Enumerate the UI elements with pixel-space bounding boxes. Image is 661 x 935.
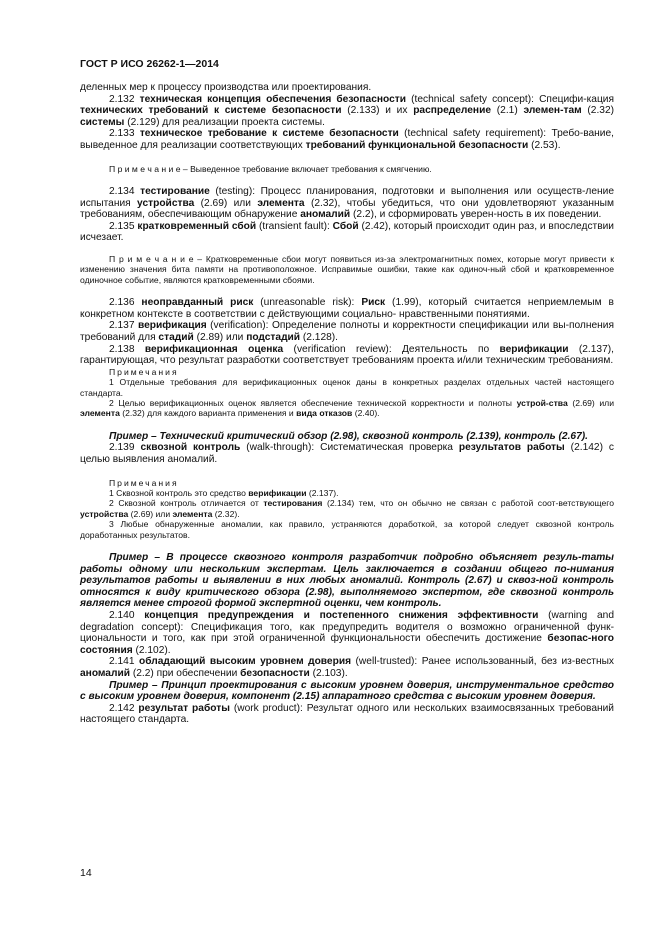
term-bold: Риск <box>361 297 386 309</box>
note-paragraph <box>80 164 614 174</box>
note-item <box>80 377 614 398</box>
document-header: ГОСТ Р ИСО 26262-1—2014 <box>80 58 219 70</box>
note-item <box>80 488 614 498</box>
text-run: (2.32) <box>581 105 615 117</box>
text-run: (2.32), чтобы убедиться, что они удовлетворяют указанным требованиям, обеспечивающим обнаружение <box>80 197 614 221</box>
text-run: 2.133 <box>109 128 140 140</box>
text-run: (work product): Результат одного или нескольких взаимосвязанных требований настоящего стандарта. <box>80 702 614 726</box>
paragraph <box>80 703 614 726</box>
spacer <box>80 174 614 186</box>
term-bold: вида отказов <box>296 408 353 419</box>
text-run: (transient fault): <box>256 220 333 232</box>
term-bold: требований функциональной безопасности <box>305 139 529 151</box>
text-run: (2.69) или <box>128 508 173 519</box>
text-run: (2.134) тем, что он обычно не связан с работой соот-ветствующего <box>322 498 614 509</box>
term-bold: Сбой <box>332 220 359 232</box>
paragraph <box>80 221 614 244</box>
term-bold: элемента <box>257 197 305 209</box>
term-bold: безопасности <box>240 667 310 679</box>
text-run: (unreasonable risk): <box>253 297 362 309</box>
term-bold: тестирования <box>263 498 323 509</box>
document-page <box>80 58 614 726</box>
note-item <box>80 398 614 419</box>
notes-heading <box>80 367 614 377</box>
text-run: 2.139 <box>109 442 141 454</box>
text-run: (2.128). <box>300 331 339 343</box>
text-run: 2.132 <box>109 93 140 105</box>
text-run: (2.32) для каждого варианта применения и <box>119 408 297 419</box>
text-run: (2.137), гарантирующая, что результат разработки соответствует требованиям проекта и/или техническим требованиям. <box>80 343 614 367</box>
text-run: 1 Отдельные требования для верификационных оценок даны в конкретных разделах отдельных частей настоящего стандарта. <box>80 377 614 398</box>
term-bold: верификация <box>137 320 207 332</box>
term-bold: аномалий <box>300 209 351 221</box>
term-bold: концепция предупреждения и постепенного снижения эффективности <box>144 609 539 621</box>
term-bold: обладающий высоким уровнем доверия <box>139 656 352 668</box>
page-number: 14 <box>80 867 92 879</box>
text-run: Примечания <box>109 366 179 377</box>
text-run: Примечания <box>109 477 179 488</box>
paragraph <box>80 610 614 656</box>
text-run: (2.103). <box>309 667 348 679</box>
text-run: (2.69) или <box>567 397 614 408</box>
text-run: 1 Сквозной контроль это средство <box>109 487 249 498</box>
text-run: (2.142) с целью выявления аномалий. <box>80 442 614 465</box>
text-run: П р и м е ч а н и е – Кратковременные сбои могут появиться из-за электромагнитных помех, которые могут привести к изменению значения бита памяти на противоположное. Исправимые ошибки, такие как одиноч-ный сбой и кратковременное одиночное событие, являются кратковременными сбоями. <box>80 253 614 285</box>
text-run: П р и м е ч а н и е – Выведенное требование включает требования к смягчению. <box>109 163 432 174</box>
text-run: (walk-through): Систематическая проверка <box>240 442 459 454</box>
term-bold: устройства <box>80 508 129 519</box>
term-bold: устройства <box>137 197 195 209</box>
spacer <box>80 419 614 431</box>
text-run: 2.136 <box>109 297 142 309</box>
text-run: (technical safety requirement): Требо-вание, выведенное для реализации соответствующих <box>80 128 614 151</box>
term-bold: верификации <box>248 487 307 498</box>
term-bold: стадий <box>158 331 194 343</box>
term-bold: верификации <box>499 343 569 355</box>
paragraph <box>80 320 614 343</box>
text-run: (2.40). <box>352 408 380 419</box>
paragraph <box>80 442 614 465</box>
text-run: (2.32). <box>212 508 240 519</box>
text-run: (1.99), который считается неприемлемым в конкретном контексте в соответствии с действующими социально- нравственными понятиями. <box>80 297 614 320</box>
text-run: Пример – Принцип проектирования с высоким уровнем доверия, инструментальное средство с высоким уровнем доверия, компонент (2.15) аппаратного средства с высоким уровнем доверия. <box>80 679 614 703</box>
notes-heading <box>80 478 614 488</box>
term-bold: безопас-ного состояния <box>80 633 614 656</box>
text-run: (2.53). <box>528 139 561 151</box>
text-run: (well-trusted): Ранее использованный, без из-вестных <box>351 656 615 668</box>
paragraph <box>80 186 614 221</box>
text-run: Пример – В процессе сквозного контроля разработчик подробно объясняет резуль-таты работы одному или нескольким экспертам. Цель заключается в создании общего по-нимания результатов работы и выявлении в них любых аномалий. Контроль (2.67) и сквоз-ной контроль относятся к виду критического обзора (2.98), выполняемого экспертом, где сквозной контроль является менее строгой формой экспертной оценки, чем контроль. <box>80 551 614 610</box>
spacer <box>80 152 614 164</box>
example-paragraph <box>80 680 614 703</box>
term-bold: тестирование <box>140 185 210 197</box>
text-run: (testing): Процесс планирования, подготовки и выполнения или осуществ-ление испытания <box>80 185 614 209</box>
spacer <box>80 244 614 254</box>
text-run: 2 Целью верификационных оценок является обеспечение технической корректности и полноты <box>109 397 517 408</box>
paragraph <box>80 94 614 129</box>
term-bold: неоправданный риск <box>141 297 254 309</box>
text-run: 2.138 <box>109 343 145 355</box>
spacer <box>80 466 614 478</box>
text-run: (2.1) <box>491 105 524 117</box>
spacer <box>80 285 614 297</box>
text-run: (warning and degradation concept): Спецификация того, как предупредить водителя о возможно ограниченной функ-циональности и того, как при этой ограниченной функциональности обеспечить достижение <box>80 609 614 645</box>
term-bold: системы <box>80 116 125 128</box>
term-bold: техническая концепция обеспечения безопасности <box>139 93 407 105</box>
paragraph <box>80 297 614 320</box>
term-bold: элемента <box>172 508 213 519</box>
term-bold: кратковременный сбой <box>137 220 257 232</box>
text-run: (verification): Определение полноты и корректности спецификации или вы-полнения требований для <box>80 320 615 343</box>
spacer <box>80 540 614 552</box>
term-bold: верификационная оценка <box>144 343 284 355</box>
text-run: (2.137). <box>306 487 339 498</box>
text-run: 2.140 <box>109 609 145 621</box>
text-run: (2.42), который происходит один раз, и впоследствии исчезает. <box>80 220 614 244</box>
paragraph <box>80 128 614 151</box>
term-bold: элемен-там <box>523 105 582 117</box>
example-paragraph <box>80 431 614 443</box>
text-run: деленных мер к процессу производства или проектирования. <box>80 82 372 93</box>
note-item <box>80 519 614 540</box>
example-paragraph <box>80 552 614 610</box>
text-run: (2.102). <box>132 644 171 656</box>
text-run: (2.2) при обеспечении <box>129 667 241 679</box>
text-run: (2.133) и их <box>341 105 414 117</box>
text-run: (verification review): Деятельность по <box>283 343 500 355</box>
term-bold: результат работы <box>138 702 230 714</box>
text-run: Пример – Технический критический обзор (2.98), сквозной контроль (2.139), контроль (2.67). <box>109 430 588 442</box>
text-run: 2.141 <box>109 656 140 668</box>
term-bold: устрой-ства <box>516 397 568 408</box>
paragraph <box>80 344 614 367</box>
note-item <box>80 498 614 519</box>
text-run: 3 Любые обнаруженные аномалии, как правило, устраняются доработкой, за которой следует сквозной контроль доработанных результатов. <box>80 519 614 540</box>
term-bold: технических требований к системе безопасности <box>80 105 342 117</box>
paragraph <box>80 82 614 94</box>
text-run: 2.135 <box>109 220 138 232</box>
term-bold: сквозной контроль <box>140 442 241 454</box>
note-paragraph <box>80 254 614 285</box>
term-bold: техническое требование к системе безопасности <box>139 128 399 140</box>
text-run: (technical safety concept): Специфи-кация <box>406 93 614 105</box>
term-bold: распределение <box>413 105 492 117</box>
text-run: (2.69) или <box>194 197 258 209</box>
term-bold: аномалий <box>80 667 130 679</box>
text-run: (2.2), и сформировать уверен-ность в их поведении. <box>350 209 602 221</box>
text-run: 2.142 <box>109 702 139 714</box>
term-bold: результатов работы <box>458 442 565 454</box>
text-run: 2.137 <box>109 320 138 332</box>
paragraph <box>80 656 614 679</box>
text-run: 2.134 <box>109 185 141 197</box>
term-bold: подстадий <box>246 331 301 343</box>
text-run: 2 Сквозной контроль отличается от <box>109 498 264 509</box>
term-bold: элемента <box>80 408 120 419</box>
text-run: (2.129) для реализации проекта системы. <box>124 116 325 128</box>
text-run: (2.89) или <box>193 331 247 343</box>
document-body <box>80 82 614 726</box>
